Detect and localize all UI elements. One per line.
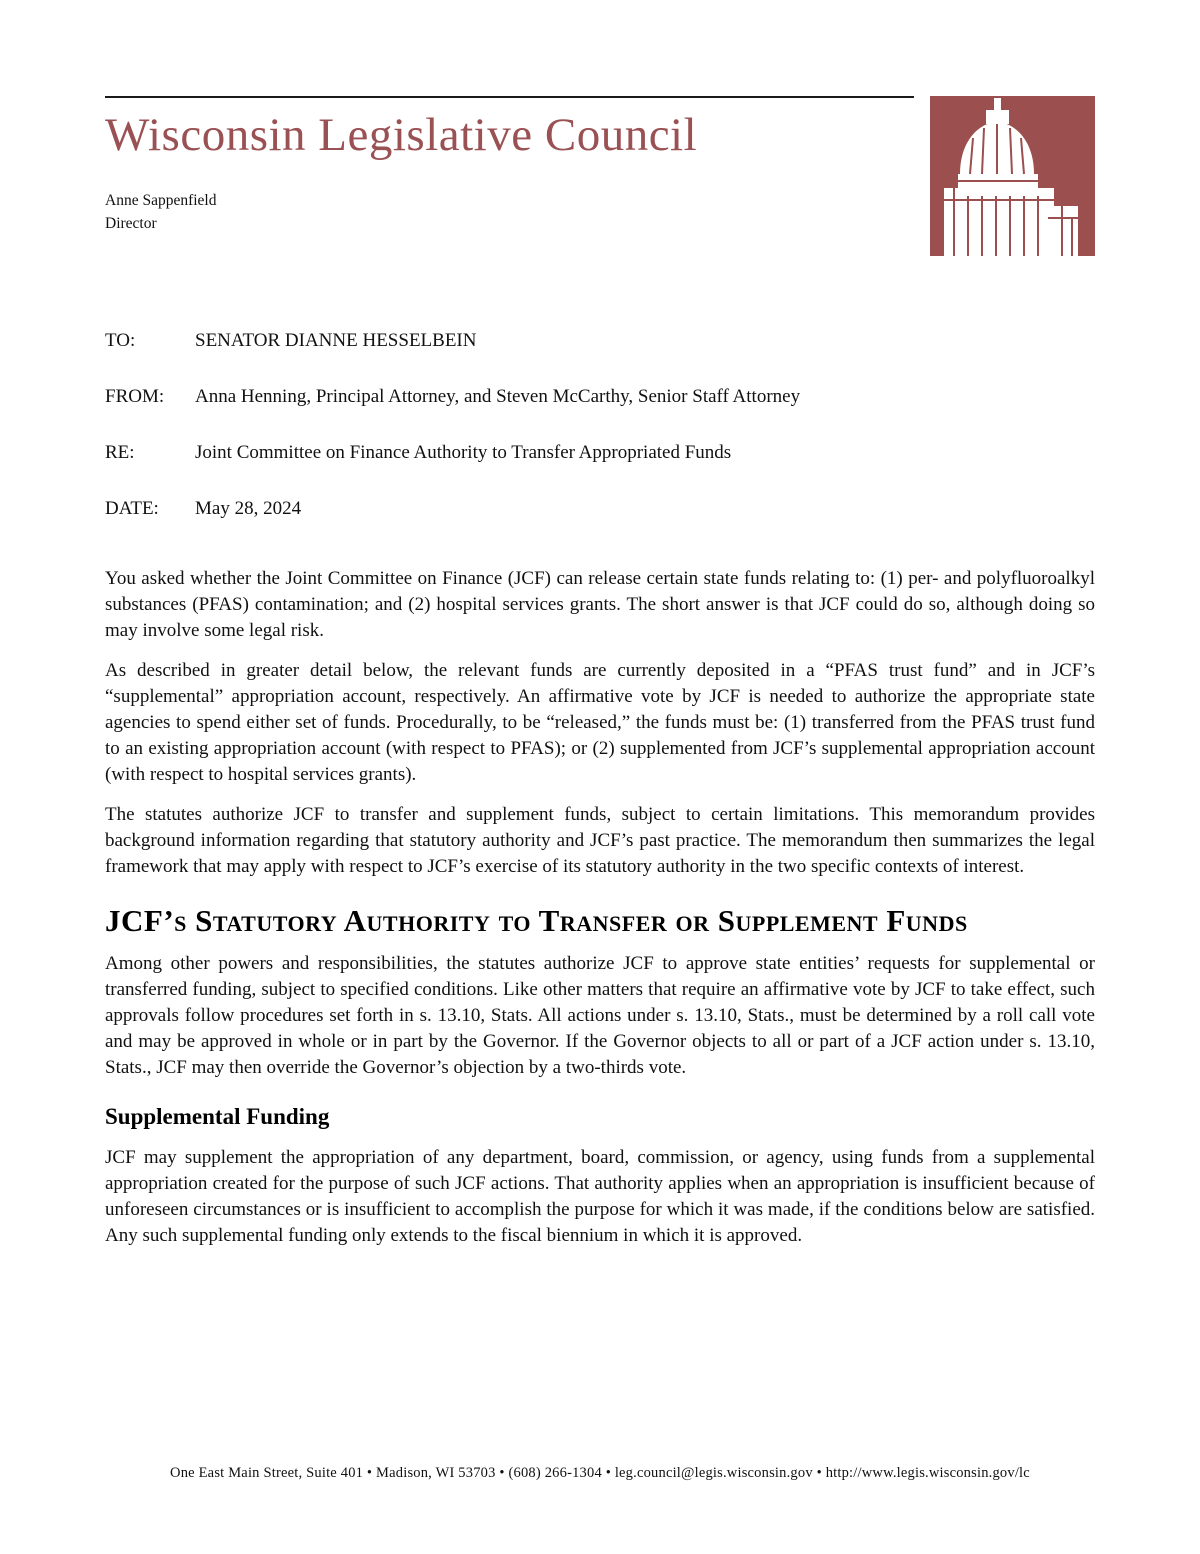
page-title: Wisconsin Legislative Council bbox=[105, 109, 698, 161]
body-paragraph: You asked whether the Joint Committee on Finance (JCF) can release certain state funds relating to: (1) per- and polyfluoroalkyl substances (PFAS) contamination; and (2) hospital services grants. The short answer is that JCF could do so, although doing so may involve some legal risk. bbox=[105, 568, 1095, 641]
letterhead-left bbox=[105, 96, 914, 235]
memo-field-value: Joint Committee on Finance Authority to Transfer Appropriated Funds bbox=[195, 442, 732, 463]
memo-field-value: Anna Henning, Principal Attorney, and Steven McCarthy, Senior Staff Attorney bbox=[195, 386, 801, 407]
memo-header-fields bbox=[105, 328, 1095, 522]
body-paragraph: JCF may supplement the appropriation of any department, board, commission, or agency, using funds from a supplemental appropriation created for the purpose of such JCF actions. That authority applies when an appropriation is insufficient because of unforeseen circumstances or is insufficient to accomplish the purpose for which it was made, if the conditions below are satisfied. Any such supplemental funding only extends to the fiscal biennium in which it is approved. bbox=[105, 1146, 1095, 1246]
body-paragraph: The statutes authorize JCF to transfer and supplement funds, subject to certain limitations. This memorandum provides background information regarding that statutory authority and JCF’s past practice. The memorandum then summarizes the legal framework that may apply with respect to JCF’s exercise of its statutory authority in the two specific contexts of interest. bbox=[105, 804, 1095, 877]
body-paragraph: Among other powers and responsibilities, the statutes authorize JCF to approve state entities’ requests for supplemental or transferred funding, subject to specified conditions. Like other matters that require an affirmative vote by JCF to take effect, such approvals follow procedures set forth in s. 13.10, Stats. All actions under s. 13.10, Stats., must be determined by a roll call vote and may be approved in whole or in part by the Governor. If the Governor objects to all or part of a JCF action under s. 13.10, Stats., JCF may then override the Governor’s objection by a two-thirds vote. bbox=[105, 953, 1095, 1079]
header-rule bbox=[105, 96, 914, 98]
letterhead bbox=[105, 96, 1095, 256]
memo-field-label: RE: bbox=[105, 442, 135, 463]
memo-body bbox=[105, 566, 1095, 1249]
memo-field-to bbox=[105, 328, 1095, 354]
subsection-heading: Supplemental Funding bbox=[105, 1104, 330, 1130]
capitol-dome-icon bbox=[930, 96, 1095, 256]
section-heading: JCF’s Statutory Authority to Transfer or Supplement Funds bbox=[105, 903, 968, 938]
director-block bbox=[105, 190, 914, 235]
director-name: Anne Sappenfield bbox=[105, 192, 217, 210]
memo-field-date bbox=[105, 496, 1095, 522]
memo-field-label: DATE: bbox=[105, 498, 159, 519]
memo-field-value: SENATOR DIANNE HESSELBEIN bbox=[195, 330, 477, 351]
memo-field-from bbox=[105, 384, 1095, 410]
body-paragraph: As described in greater detail below, the relevant funds are currently deposited in a “PFAS trust fund” and in JCF’s “supplemental” appropriation account, respectively. An affirmative vote by JCF is needed to authorize the appropriate state agencies to spend either set of funds. Procedurally, to be “released,” the funds must be: (1) transferred from the PFAS trust fund to an existing appropriation account (with respect to PFAS); or (2) supplemented from JCF’s supplemental appropriation account (with respect to hospital services grants). bbox=[105, 660, 1095, 785]
memo-field-label: TO: bbox=[105, 330, 136, 351]
footer-contact-line: One East Main Street, Suite 401 • Madison, WI 53703 • (608) 266-1304 • leg.council@legis.wisconsin.gov • http://www.legis.wisconsin.gov/lc bbox=[170, 1465, 1030, 1481]
director-title: Director bbox=[105, 214, 157, 232]
memo-field-label: FROM: bbox=[105, 386, 165, 407]
memo-field-re bbox=[105, 440, 1095, 466]
memo-field-value: May 28, 2024 bbox=[195, 498, 302, 519]
